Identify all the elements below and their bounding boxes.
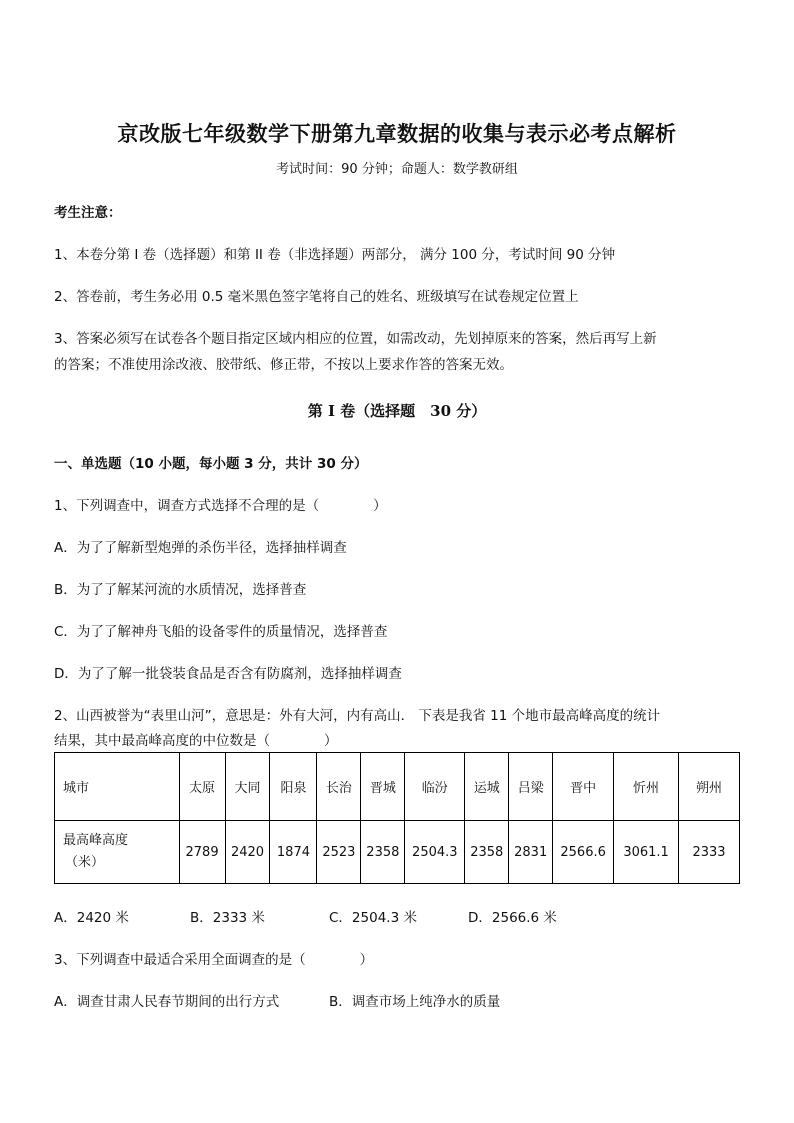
height-header-cell <box>55 821 180 884</box>
q3-stem: 3、下列调查中最适合采用全面调查的是（ ） <box>54 952 374 968</box>
city-cell: 朔州 <box>679 753 740 821</box>
table-row <box>55 821 740 884</box>
notice-item-1: 1、本卷分第 I 卷（选择题）和第 II 卷（非选择题）两部分， 满分 100 分，考试时间 90 分钟 <box>54 247 616 263</box>
q2-option-c: C．2504.3 米 <box>329 910 417 926</box>
city-cell: 长治 <box>317 753 361 821</box>
city-cell: 忻州 <box>614 753 679 821</box>
q1-option-c: C．为了了解神舟飞船的设备零件的质量情况，选择普查 <box>54 624 388 640</box>
city-cell: 晋中 <box>553 753 614 821</box>
q2-stem-line2: 结果，其中最高峰高度的中位数是（ ） <box>54 733 338 749</box>
city-cell: 晋城 <box>361 753 405 821</box>
height-cell: 2333 <box>679 821 740 884</box>
q2-option-b: B．2333 米 <box>190 910 265 926</box>
city-cell: 阳泉 <box>270 753 317 821</box>
q2-stem-line1: 2、山西被誉为“表里山河”，意思是：外有大河，内有高山． 下表是我省 11 个地市最高峰高度的统计 <box>54 708 661 724</box>
city-cell: 吕梁 <box>509 753 553 821</box>
city-cell: 运城 <box>465 753 509 821</box>
city-cell: 大同 <box>225 753 270 821</box>
height-cell: 2789 <box>179 821 225 884</box>
city-cell: 太原 <box>179 753 225 821</box>
height-cell: 3061.1 <box>614 821 679 884</box>
section-heading: 一、单选题（10 小题，每小题 3 分，共计 30 分） <box>54 456 368 472</box>
height-unit-label: （米） <box>65 855 105 870</box>
height-cell: 2504.3 <box>405 821 465 884</box>
height-cell: 2523 <box>317 821 361 884</box>
document-title: 京改版七年级数学下册第九章数据的收集与表示必考点解析 <box>117 121 677 146</box>
q1-option-a: A．为了了解新型炮弹的杀伤半径，选择抽样调查 <box>54 540 347 556</box>
height-cell: 2566.6 <box>553 821 614 884</box>
q2-option-a: A．2420 米 <box>54 910 129 926</box>
height-label: 最高峰高度 <box>63 833 129 848</box>
q2-option-d: D．2566.6 米 <box>468 910 557 926</box>
height-cell: 2831 <box>509 821 553 884</box>
q3-option-a: A．调查甘肃人民春节期间的出行方式 <box>54 994 280 1010</box>
city-header-cell: 城市 <box>55 753 180 821</box>
notice-item-3-cont: 的答案；不准使用涂改液、胶带纸、修正带，不按以上要求作答的答案无效。 <box>54 357 513 373</box>
q1-option-b: B．为了了解某河流的水质情况，选择普查 <box>54 582 307 598</box>
table-row <box>55 753 740 821</box>
height-cell: 1874 <box>270 821 317 884</box>
height-cell: 2420 <box>225 821 270 884</box>
height-cell: 2358 <box>361 821 405 884</box>
exam-info: 考试时间：90 分钟；命题人：数学教研组 <box>276 162 518 177</box>
q3-option-b: B．调查市场上纯净水的质量 <box>329 994 501 1010</box>
notice-item-2: 2、答卷前，考生务必用 0.5 毫米黑色签字笔将自己的姓名、班级填写在试卷规定位置上 <box>54 289 579 305</box>
peak-height-table <box>54 752 740 884</box>
notice-heading: 考生注意： <box>54 205 122 221</box>
q1-stem: 1、下列调查中，调查方式选择不合理的是（ ） <box>54 498 387 514</box>
height-cell: 2358 <box>465 821 509 884</box>
section-title: 第 I 卷（选择题 30 分） <box>307 402 487 420</box>
city-cell: 临汾 <box>405 753 465 821</box>
q1-option-d: D．为了了解一批袋装食品是否含有防腐剂，选择抽样调查 <box>54 666 402 682</box>
notice-item-3: 3、答案必须写在试卷各个题目指定区域内相应的位置，如需改动，先划掉原来的答案，然后再写上新 <box>54 331 657 347</box>
